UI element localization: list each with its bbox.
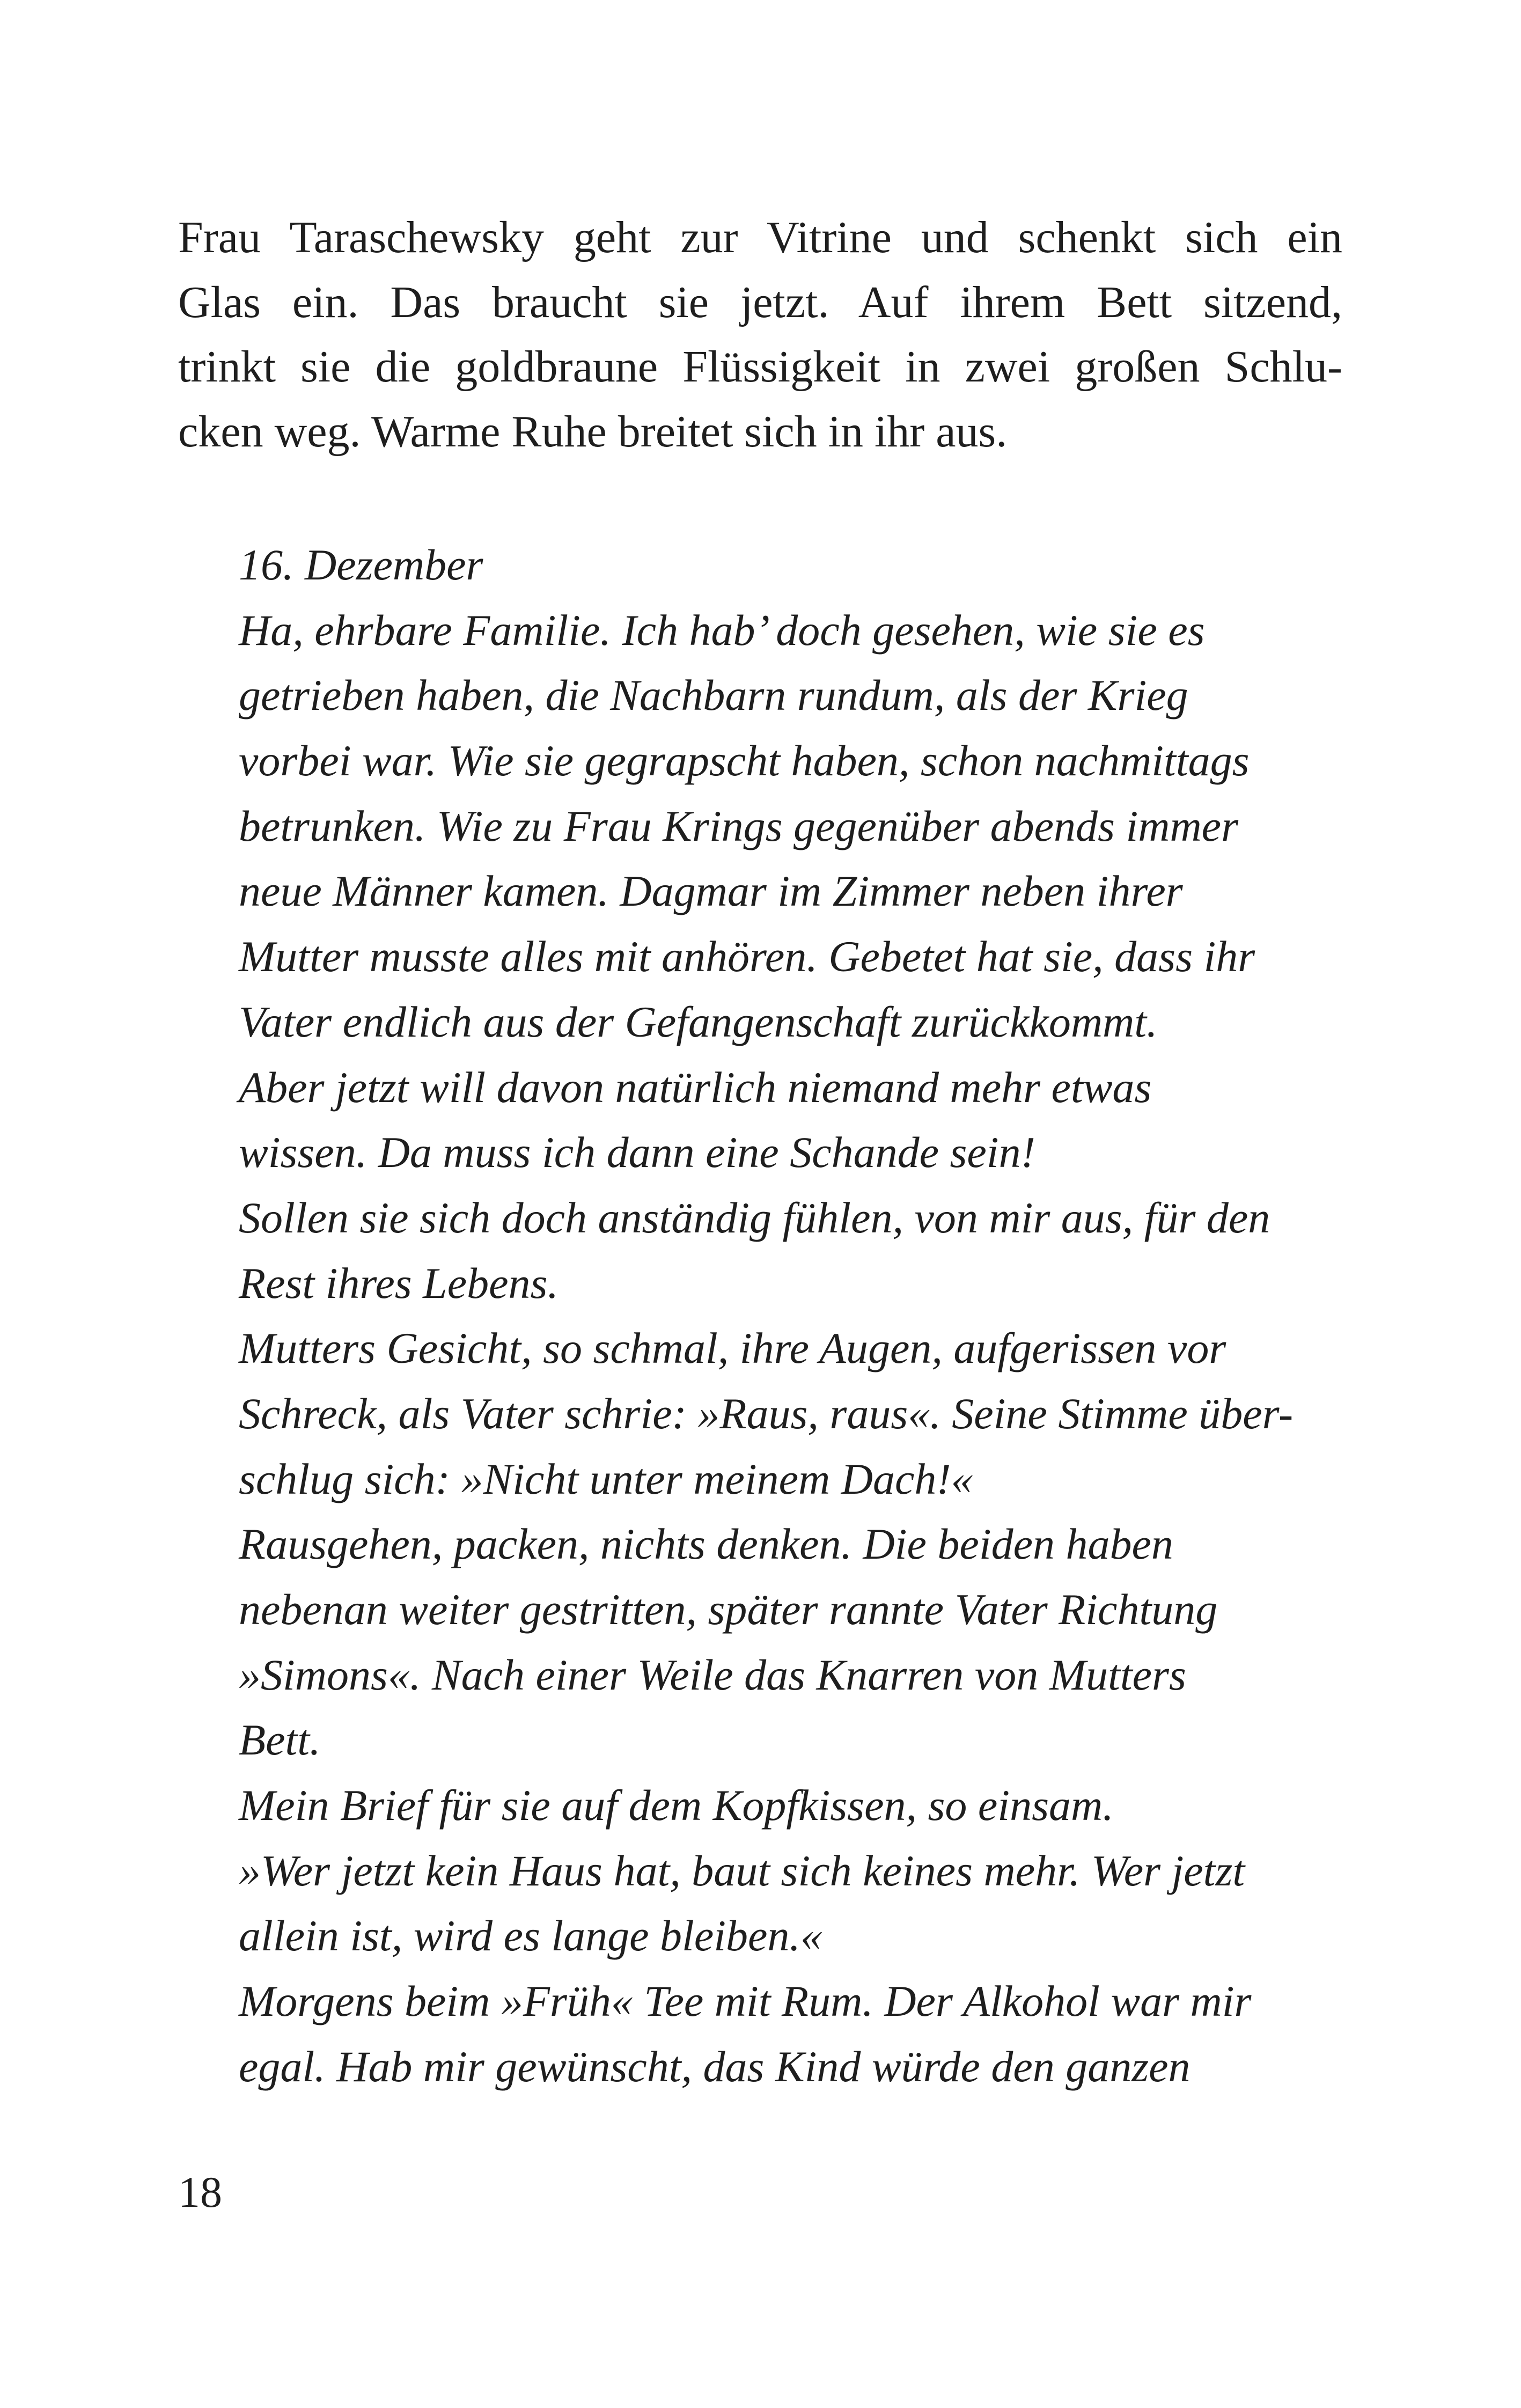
- narrative-line: Glas ein. Das braucht sie jetzt. Auf ihrem Bett sitzend,: [178, 277, 1342, 327]
- narrative-line: trinkt sie die goldbraune Flüssigkeit in zwei großen Schlu-: [178, 342, 1342, 392]
- diary-line: getrieben haben, die Nachbarn rundum, als der Krieg: [239, 671, 1188, 720]
- diary-line: egal. Hab mir gewünscht, das Kind würde den ganzen: [239, 2042, 1191, 2091]
- diary-line: allein ist, wird es lange bleiben.«: [239, 1911, 822, 1961]
- narrative-paragraph: [178, 205, 1342, 464]
- diary-line: Schreck, als Vater schrie: »Raus, raus«. Seine Stimme über-: [239, 1389, 1294, 1438]
- diary-line: Ha, ehrbare Familie. Ich hab’ doch gesehen, wie sie es: [239, 605, 1205, 655]
- diary-line: vorbei war. Wie sie gegrapscht haben, schon nachmittags: [239, 736, 1250, 785]
- diary-line: Vater endlich aus der Gefangenschaft zurückkommt.: [239, 997, 1158, 1046]
- diary-line: neue Männer kamen. Dagmar im Zimmer neben ihrer: [239, 867, 1183, 916]
- diary-line: Morgens beim »Früh« Tee mit Rum. Der Alkohol war mir: [239, 1977, 1252, 2026]
- diary-date: 16. Dezember: [239, 540, 483, 589]
- diary-line: betrunken. Wie zu Frau Krings gegenüber abends immer: [239, 801, 1238, 850]
- diary-line: Mutters Gesicht, so schmal, ihre Augen, aufgerissen vor: [239, 1324, 1226, 1373]
- diary-line: Sollen sie sich doch anständig fühlen, von mir aus, für den: [239, 1193, 1270, 1242]
- diary-line: Mutter musste alles mit anhören. Gebetet hat sie, dass ihr: [239, 932, 1255, 981]
- diary-line: wissen. Da muss ich dann eine Schande sein!: [239, 1128, 1035, 1177]
- diary-entry: [239, 532, 1317, 2099]
- page-number: 18: [178, 2168, 222, 2216]
- diary-line: Bett.: [239, 1715, 321, 1765]
- diary-line: »Wer jetzt kein Haus hat, baut sich keines mehr. Wer jetzt: [239, 1846, 1245, 1895]
- diary-line: Aber jetzt will davon natürlich niemand mehr etwas: [239, 1062, 1152, 1112]
- narrative-line: cken weg. Warme Ruhe breitet sich in ihr aus.: [178, 406, 1008, 457]
- narrative-line: Frau Taraschewsky geht zur Vitrine und schenkt sich ein: [178, 212, 1342, 262]
- diary-line: schlug sich: »Nicht unter meinem Dach!«: [239, 1454, 973, 1503]
- diary-line: Mein Brief für sie auf dem Kopfkissen, so einsam.: [239, 1781, 1114, 1830]
- diary-line: nebenan weiter gestritten, später rannte Vater Richtung: [239, 1585, 1218, 1634]
- diary-line: »Simons«. Nach einer Weile das Knarren von Mutters: [239, 1650, 1186, 1699]
- diary-line: Rausgehen, packen, nichts denken. Die beiden haben: [239, 1519, 1173, 1569]
- diary-line: Rest ihres Lebens.: [239, 1258, 559, 1308]
